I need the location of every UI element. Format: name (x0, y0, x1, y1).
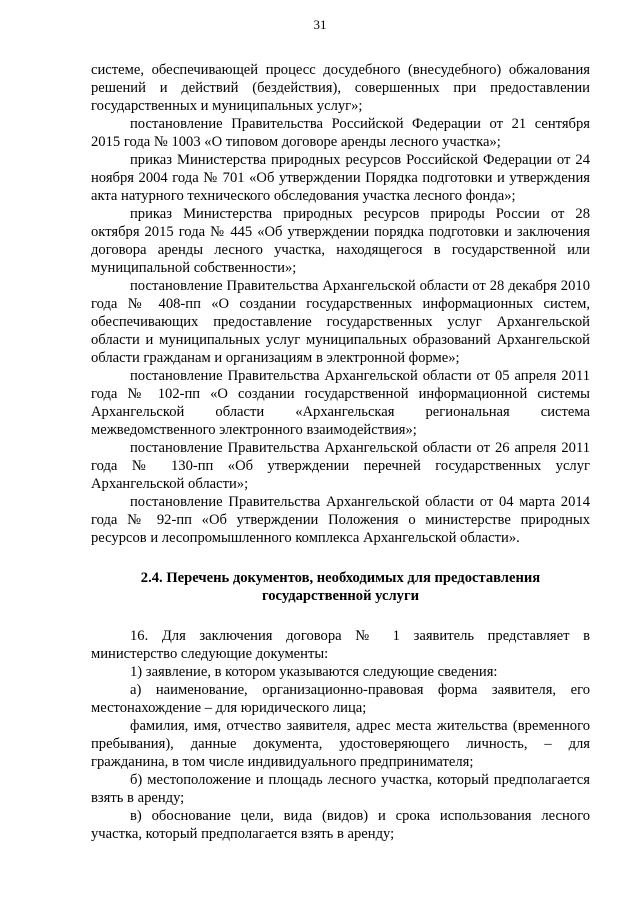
paragraph: приказ Министерства природных ресурсов Российской Федерации от 24 ноября 2004 года № 701 «Об утверждении Порядка подготовки и утверждения акта натурного технического обследования участка лесного фонда»; (91, 152, 590, 204)
paragraph: 16. Для заключения договора № 1 заявитель представляет в министерство следующие документы: (91, 628, 590, 662)
paragraph: 1) заявление, в котором указываются следующие сведения: (130, 664, 498, 680)
paragraph: б) местоположение и площадь лесного участка, который предполагается взять в аренду; (91, 772, 590, 806)
documents-list (91, 627, 590, 843)
section-heading-line: государственной услуги (261, 588, 420, 604)
paragraph: в) обоснование цели, вида (видов) и срока использования лесного участка, который предполагается взять в аренду; (91, 808, 590, 842)
paragraph: фамилия, имя, отчество заявителя, адрес места жительства (временного пребывания), данные документа, удостоверяющего личность, – для гражданина, в том числе индивидуального предпринимателя; (91, 718, 590, 770)
paragraph: постановление Правительства Архангельской области от 28 декабря 2010 года № 408-пп «О создании государственных информационных систем, обеспечивающих предоставление государственных услуг Архангельской области и муниципальных услуг муниципальных образований Архангельской области гражданам и организациям в электронной форме»; (91, 278, 590, 366)
document-body (91, 61, 590, 843)
paragraph: системе, обеспечивающей процесс досудебного (внесудебного) обжалования решений и действий (бездействия), совершенных при предоставлении государственных и муниципальных услуг»; (91, 62, 590, 114)
paragraph: а) наименование, организационно-правовая форма заявителя, его местонахождение – для юридического лица; (91, 682, 590, 716)
paragraph: постановление Правительства Архангельской области от 26 апреля 2011 года № 130-пп «Об утверждении перечней государственных услуг Архангельской области»; (91, 440, 590, 492)
paragraph: постановление Правительства Архангельской области от 05 апреля 2011 года № 102-пп «О создании государственной информационной системы Архангельской области «Архангельская региональная система межведомственного электронного взаимодействия»; (91, 368, 590, 438)
section-heading (91, 569, 590, 605)
section-heading-line: 2.4. Перечень документов, необходимых для предоставления (140, 570, 541, 586)
paragraph: постановление Правительства Архангельской области от 04 марта 2014 года № 92-пп «Об утверждении Положения о министерстве природных ресурсов и лесопромышленного комплекса Архангельской области». (91, 494, 590, 546)
page-number: 31 (313, 17, 327, 32)
paragraph: приказ Министерства природных ресурсов природы России от 28 октября 2015 года № 445 «Об утверждении порядка подготовки и заключения договора аренды лесного участка, находящегося в государственной или муниципальной собственности»; (91, 206, 590, 276)
legal-basis-list (91, 61, 590, 547)
paragraph: постановление Правительства Российской Федерации от 21 сентября 2015 года № 1003 «О типовом договоре аренды лесного участка»; (91, 116, 590, 150)
